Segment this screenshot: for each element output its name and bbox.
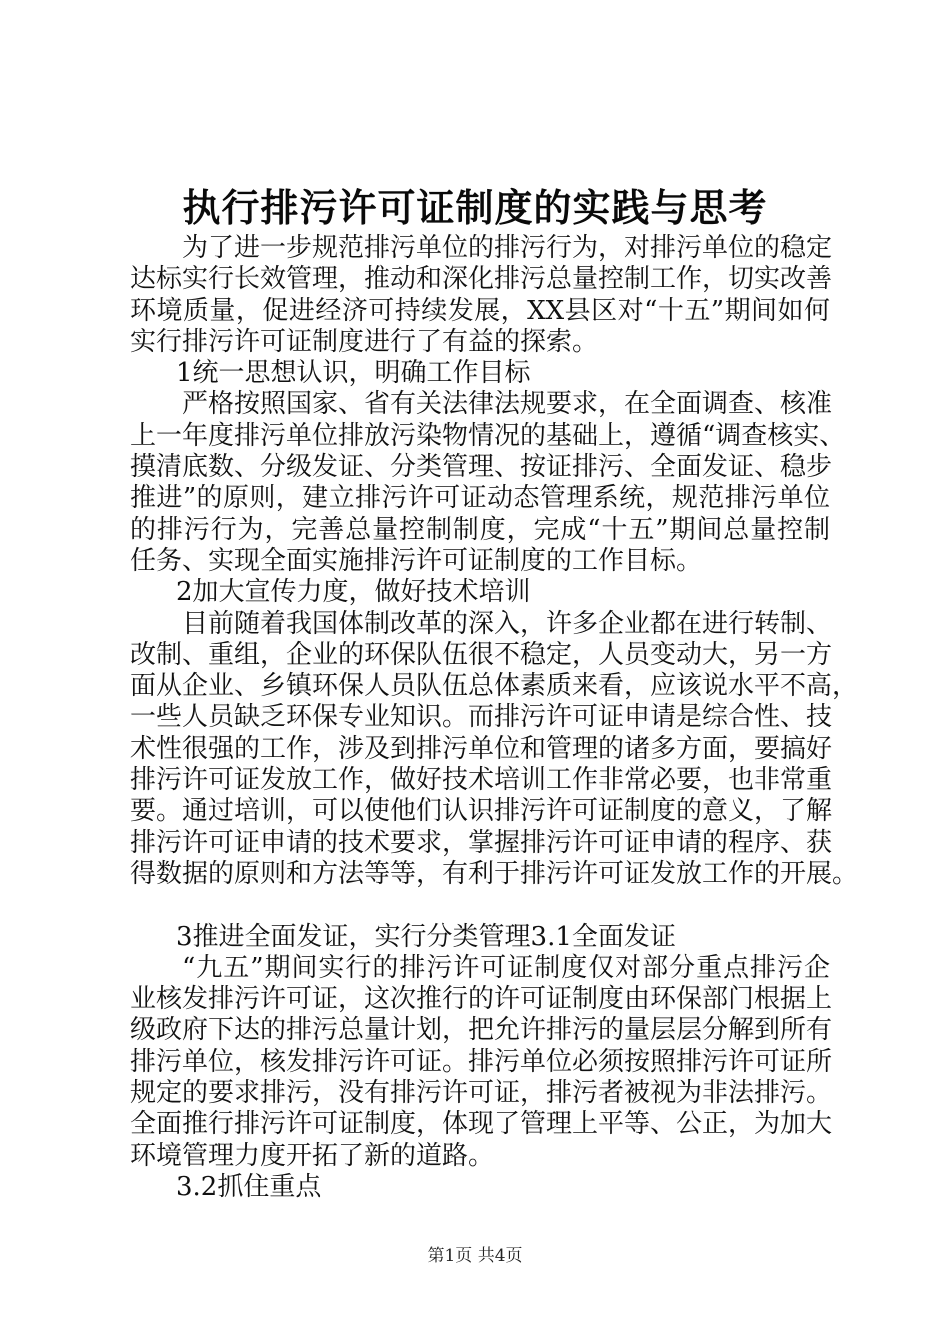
paragraph-line: 为了进一步规范排污单位的排污行为，对排污单位的稳定 [182, 233, 833, 263]
paragraph-line: 全面推行排污许可证制度，体现了管理上平等、公正，为加大 [130, 1109, 833, 1140]
document-title: 执行排污许可证制度的实践与思考 [182, 185, 768, 230]
paragraph-line: 业核发排污许可证，这次推行的许可证制度由环保部门根据上 [130, 984, 833, 1015]
paragraph-line: 摸清底数、分级发证、分类管理、按证排污、全面发证、稳步 [130, 452, 833, 483]
paragraph-line: 一些人员缺乏环保专业知识。而排污许可证申请是综合性、技 [130, 702, 833, 733]
paragraph-line: 得数据的原则和方法等等，有利于排污许可证发放工作的开展。 [130, 858, 859, 889]
paragraph-line: 严格按照国家、省有关法律法规要求，在全面调查、核准 [182, 389, 833, 420]
paragraph-line: 排污许可证发放工作，做好技术培训工作非常必要，也非常重 [130, 765, 833, 796]
paragraph-line: 的排污行为，完善总量控制制度，完成“十五”期间总量控制 [130, 514, 830, 545]
paragraph-line: 上一年度排污单位排放污染物情况的基础上，遵循“调查核实、 [130, 420, 846, 451]
paragraph-line: 级政府下达的排污总量计划，把允许排污的量层层分解到所有 [130, 1015, 833, 1046]
paragraph-line: 推进”的原则，建立排污许可证动态管理系统，规范排污单位 [130, 483, 830, 514]
document-body [130, 233, 859, 1203]
page-number-footer: 第1页 共4页 [427, 1246, 523, 1266]
paragraph-line: 面从企业、乡镇环保人员队伍总体素质来看，应该说水平不高， [130, 671, 859, 702]
paragraph-line: 改制、重组，企业的环保队伍很不稳定，人员变动大，另一方 [130, 639, 833, 670]
section-heading: 2加大宣传力度，做好技术培训 [176, 577, 531, 608]
paragraph-line: 环境质量，促进经济可持续发展，XX县区对“十五”期间如何 [130, 295, 830, 326]
paragraph-line: 要。通过培训，可以使他们认识排污许可证制度的意义，了解 [130, 796, 833, 827]
section-heading: 3推进全面发证，实行分类管理3.1全面发证 [176, 921, 676, 952]
section-heading: 1统一思想认识，明确工作目标 [176, 358, 531, 389]
paragraph-line: 排污单位，核发排污许可证。排污单位必须按照排污许可证所 [130, 1046, 833, 1077]
paragraph-line: 任务、实现全面实施排污许可证制度的工作目标。 [130, 545, 703, 576]
paragraph-line: 术性很强的工作，涉及到排污单位和管理的诸多方面，要搞好 [130, 733, 833, 764]
paragraph-line: 环境管理力度开拓了新的道路。 [130, 1140, 495, 1171]
paragraph-line: 排污许可证申请的技术要求，掌握排污许可证申请的程序、获 [130, 827, 833, 858]
paragraph-line: 实行排污许可证制度进行了有益的探索。 [130, 326, 599, 357]
blank-line [130, 890, 830, 921]
paragraph-line: “九五”期间实行的排污许可证制度仅对部分重点排污企 [182, 952, 830, 983]
paragraph-line: 目前随着我国体制改革的深入，许多企业都在进行转制、 [182, 608, 833, 639]
paragraph-line: 规定的要求排污，没有排污许可证，排污者被视为非法排污。 [130, 1078, 833, 1109]
paragraph-line: 达标实行长效管理，推动和深化排污总量控制工作，切实改善 [130, 264, 833, 295]
section-heading: 3.2抓住重点 [176, 1171, 322, 1202]
